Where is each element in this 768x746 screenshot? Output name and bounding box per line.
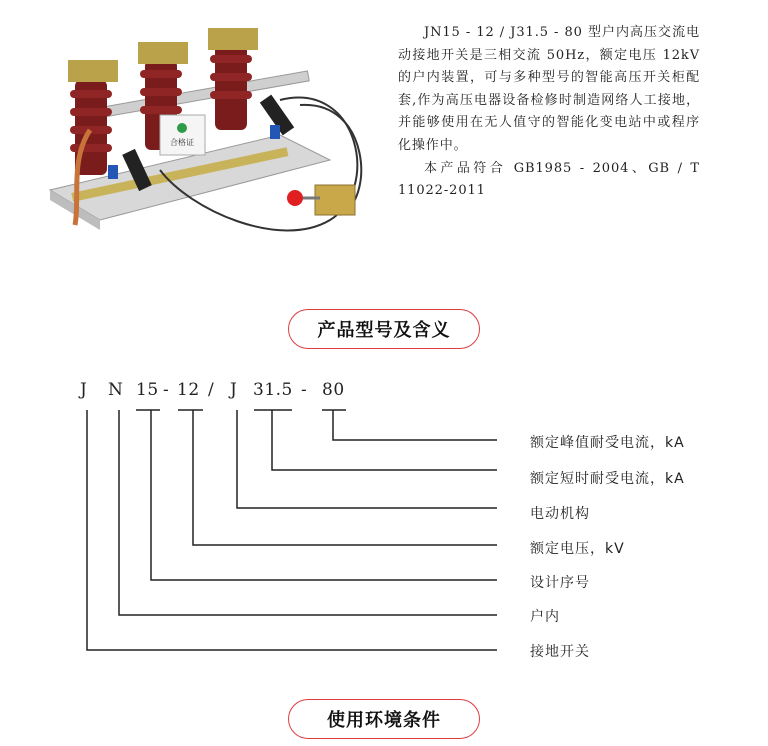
code-part-j: J	[80, 380, 88, 400]
line-earthing-switch	[87, 410, 497, 650]
code-part-n: N	[108, 380, 124, 400]
code-part-12: 12	[177, 380, 200, 400]
section-heading-environment	[288, 699, 480, 739]
legend-short-time-current: 额定短时耐受电流，kA	[530, 471, 685, 487]
code-part-80: 80	[322, 380, 345, 400]
code-part-15: 15	[136, 380, 159, 400]
legend-motor-mechanism: 电动机构	[530, 506, 590, 522]
legend-earthing-switch: 接地开关	[530, 644, 590, 660]
legend-indoor: 户内	[530, 609, 560, 625]
legend-design-number: 设计序号	[530, 575, 590, 591]
intro-paragraph-1: JN15 - 12 / J31.5 - 80 型户内高压交流电动接地开关是三相交流 50Hz，额定电压 12kV的户内装置，可与多种型号的智能高压开关柜配套,作为高压电器设备检修时制造网络人工接地，并能够使用在无人值守的智能化变电站中或程序化操作中。	[398, 25, 700, 153]
certificate-label: 合格证	[170, 138, 194, 147]
line-design-number	[151, 410, 497, 580]
code-part-31-5: 31.5	[253, 380, 293, 400]
code-sep-1: -	[163, 380, 170, 400]
line-peak-current	[333, 410, 497, 440]
line-rated-voltage	[193, 410, 497, 545]
legend-rated-voltage: 额定电压，kV	[530, 541, 625, 557]
code-slash: /	[208, 380, 215, 400]
line-motor-mechanism	[237, 410, 497, 508]
legend-peak-current: 额定峰值耐受电流，kA	[530, 435, 685, 451]
section-heading-label-2: 使用环境条件	[327, 710, 441, 731]
intro-paragraph-2: 本产品符合 GB1985 - 2004、GB / T 11022-2011	[398, 160, 700, 199]
code-sep-2: -	[301, 380, 308, 400]
code-part-j2: J	[230, 380, 238, 400]
section-heading-label: 产品型号及含义	[317, 320, 451, 341]
